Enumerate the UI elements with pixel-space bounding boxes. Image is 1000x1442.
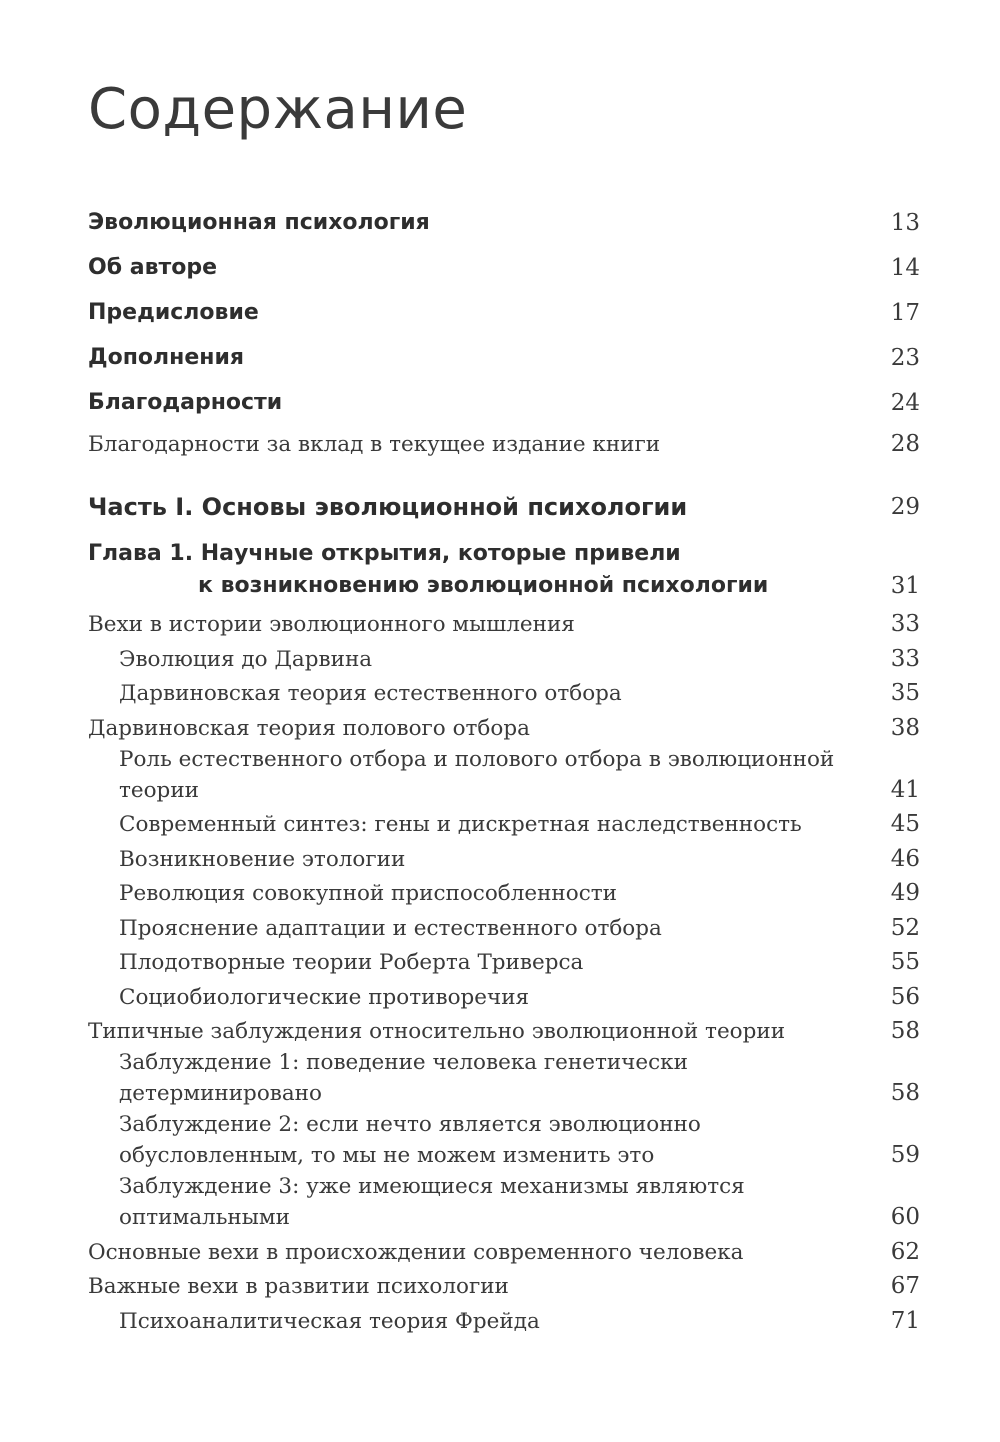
toc-entry[interactable] — [88, 1013, 920, 1048]
toc-entry-page: 67 — [890, 1273, 920, 1299]
toc-entry-page: 28 — [890, 430, 920, 457]
toc-entry[interactable] — [88, 1109, 920, 1171]
toc-entry[interactable] — [88, 978, 920, 1013]
toc-entry[interactable] — [88, 1268, 920, 1303]
toc-entry[interactable] — [88, 606, 920, 641]
page-title: Содержание — [88, 77, 468, 142]
toc-entry-page: 58 — [890, 1018, 920, 1044]
toc-entry[interactable] — [88, 1302, 920, 1337]
toc-chapter-title-line1: Глава 1. Научные открытия, которые привели — [88, 540, 681, 566]
toc-chapter-title-line2: к возникновению эволюционной психологии — [198, 572, 769, 598]
toc-entry[interactable] — [88, 675, 920, 710]
toc-entry-title: Вехи в истории эволюционного мышления — [88, 612, 575, 637]
toc-entry-page: 58 — [890, 1080, 920, 1106]
toc-chapter-title — [88, 538, 860, 602]
toc-entry-page: 24 — [890, 389, 920, 416]
toc-entry-title: Благодарности за вклад в текущее издание книги — [88, 431, 661, 457]
toc-entry-title — [88, 744, 860, 806]
toc-entry-page: 45 — [890, 811, 920, 837]
toc-entry-title-line1: Заблуждение 2: если нечто является эволюционно — [119, 1112, 701, 1137]
toc-entry-evolutionary-psychology[interactable] — [88, 200, 920, 245]
toc-entry-page: 35 — [890, 680, 920, 706]
toc-entry-page: 60 — [890, 1204, 920, 1230]
toc-entry-title: Психоаналитическая теория Фрейда — [119, 1308, 540, 1334]
toc-entry-page: 56 — [890, 983, 920, 1010]
toc-entry-page: 59 — [890, 1142, 920, 1168]
toc-chapter-1[interactable] — [88, 538, 920, 602]
toc-entry[interactable] — [88, 875, 920, 910]
toc-entry[interactable] — [88, 1233, 920, 1268]
toc-entry-page: 55 — [890, 949, 920, 975]
toc-entry-title-line2: теории — [119, 777, 199, 803]
toc-part-1[interactable] — [88, 476, 920, 524]
toc-entry[interactable] — [88, 1047, 920, 1109]
toc-entry-preface[interactable] — [88, 290, 920, 335]
toc-entry-title: Революция совокупной приспособленности — [119, 881, 617, 906]
toc-entry-page: 52 — [890, 914, 920, 941]
toc-entry[interactable] — [88, 806, 920, 841]
toc-entry-page: 31 — [890, 572, 920, 599]
toc-entry-title: Дарвиновская теория естественного отбора — [119, 681, 622, 706]
toc-entry-title — [88, 1109, 860, 1171]
toc-entry-page: 29 — [890, 493, 920, 520]
toc-entry-title: Важные вехи в развитии психологии — [88, 1274, 509, 1299]
toc-entry-title-line2: детерминировано — [119, 1081, 322, 1106]
toc-entry-page: 49 — [890, 880, 920, 906]
toc-entry[interactable] — [88, 709, 920, 744]
toc-entry-page: 46 — [890, 845, 920, 872]
toc-entry-title: Эволюция до Дарвина — [119, 646, 373, 672]
toc-entry-page: 13 — [890, 209, 920, 236]
toc-entry-title: Социобиологические противоречия — [119, 984, 530, 1010]
toc-entry-title-line1: Заблуждение 1: поведение человека генетически — [119, 1050, 688, 1075]
toc-entry-acknowledgments[interactable] — [88, 380, 920, 425]
toc-entry-title: Об авторе — [88, 255, 218, 280]
table-of-contents — [88, 200, 920, 1337]
toc-entry-title: Предисловие — [88, 300, 259, 325]
toc-entry[interactable] — [88, 640, 920, 675]
toc-entry[interactable] — [88, 944, 920, 979]
toc-entry-page: 17 — [890, 299, 920, 326]
toc-entry[interactable] — [88, 1171, 920, 1233]
toc-entry-title: Прояснение адаптации и естественного отбора — [119, 915, 662, 941]
toc-entry-page: 33 — [890, 645, 920, 672]
toc-entry-page: 41 — [890, 776, 920, 803]
toc-entry-title: Дополнения — [88, 345, 244, 370]
toc-entry-title: Эволюционная психология — [88, 210, 430, 235]
toc-entry-supplements[interactable] — [88, 335, 920, 380]
toc-entry-title-line1: Заблуждение 3: уже имеющиеся механизмы являются — [119, 1174, 745, 1199]
toc-entry[interactable] — [88, 909, 920, 944]
toc-entry-page: 33 — [890, 611, 920, 637]
toc-entry-acknowledgments-current-edition[interactable] — [88, 425, 920, 460]
toc-entry-title-line2: оптимальными — [119, 1205, 290, 1230]
toc-entry-title: Современный синтез: гены и дискретная наследственность — [119, 812, 802, 837]
toc-entry-title: Возникновение этологии — [119, 846, 406, 872]
toc-entry-title-line2: обусловленным, то мы не можем изменить это — [119, 1143, 655, 1168]
toc-entry-title: Основные вехи в происхождении современного человека — [88, 1239, 744, 1265]
toc-entry[interactable] — [88, 840, 920, 875]
toc-entry-title — [88, 1047, 860, 1109]
toc-entry-title: Благодарности — [88, 390, 283, 415]
toc-entry[interactable] — [88, 744, 920, 806]
toc-entry-about-author[interactable] — [88, 245, 920, 290]
toc-entry-title-line1: Роль естественного отбора и полового отбора в эволюционной — [119, 746, 835, 772]
toc-entry-title: Типичные заблуждения относительно эволюционной теории — [88, 1019, 786, 1044]
toc-entry-page: 14 — [890, 254, 920, 281]
toc-entry-title: Дарвиновская теория полового отбора — [88, 715, 530, 741]
toc-entry-title: Плодотворные теории Роберта Триверса — [119, 950, 584, 975]
toc-part-title: Часть I. Основы эволюционной психологии — [88, 492, 688, 521]
toc-entry-page: 62 — [890, 1238, 920, 1265]
toc-entry-page: 23 — [890, 344, 920, 371]
toc-entry-title — [88, 1171, 860, 1233]
toc-entry-page: 71 — [890, 1307, 920, 1334]
toc-entry-page: 38 — [890, 714, 920, 741]
